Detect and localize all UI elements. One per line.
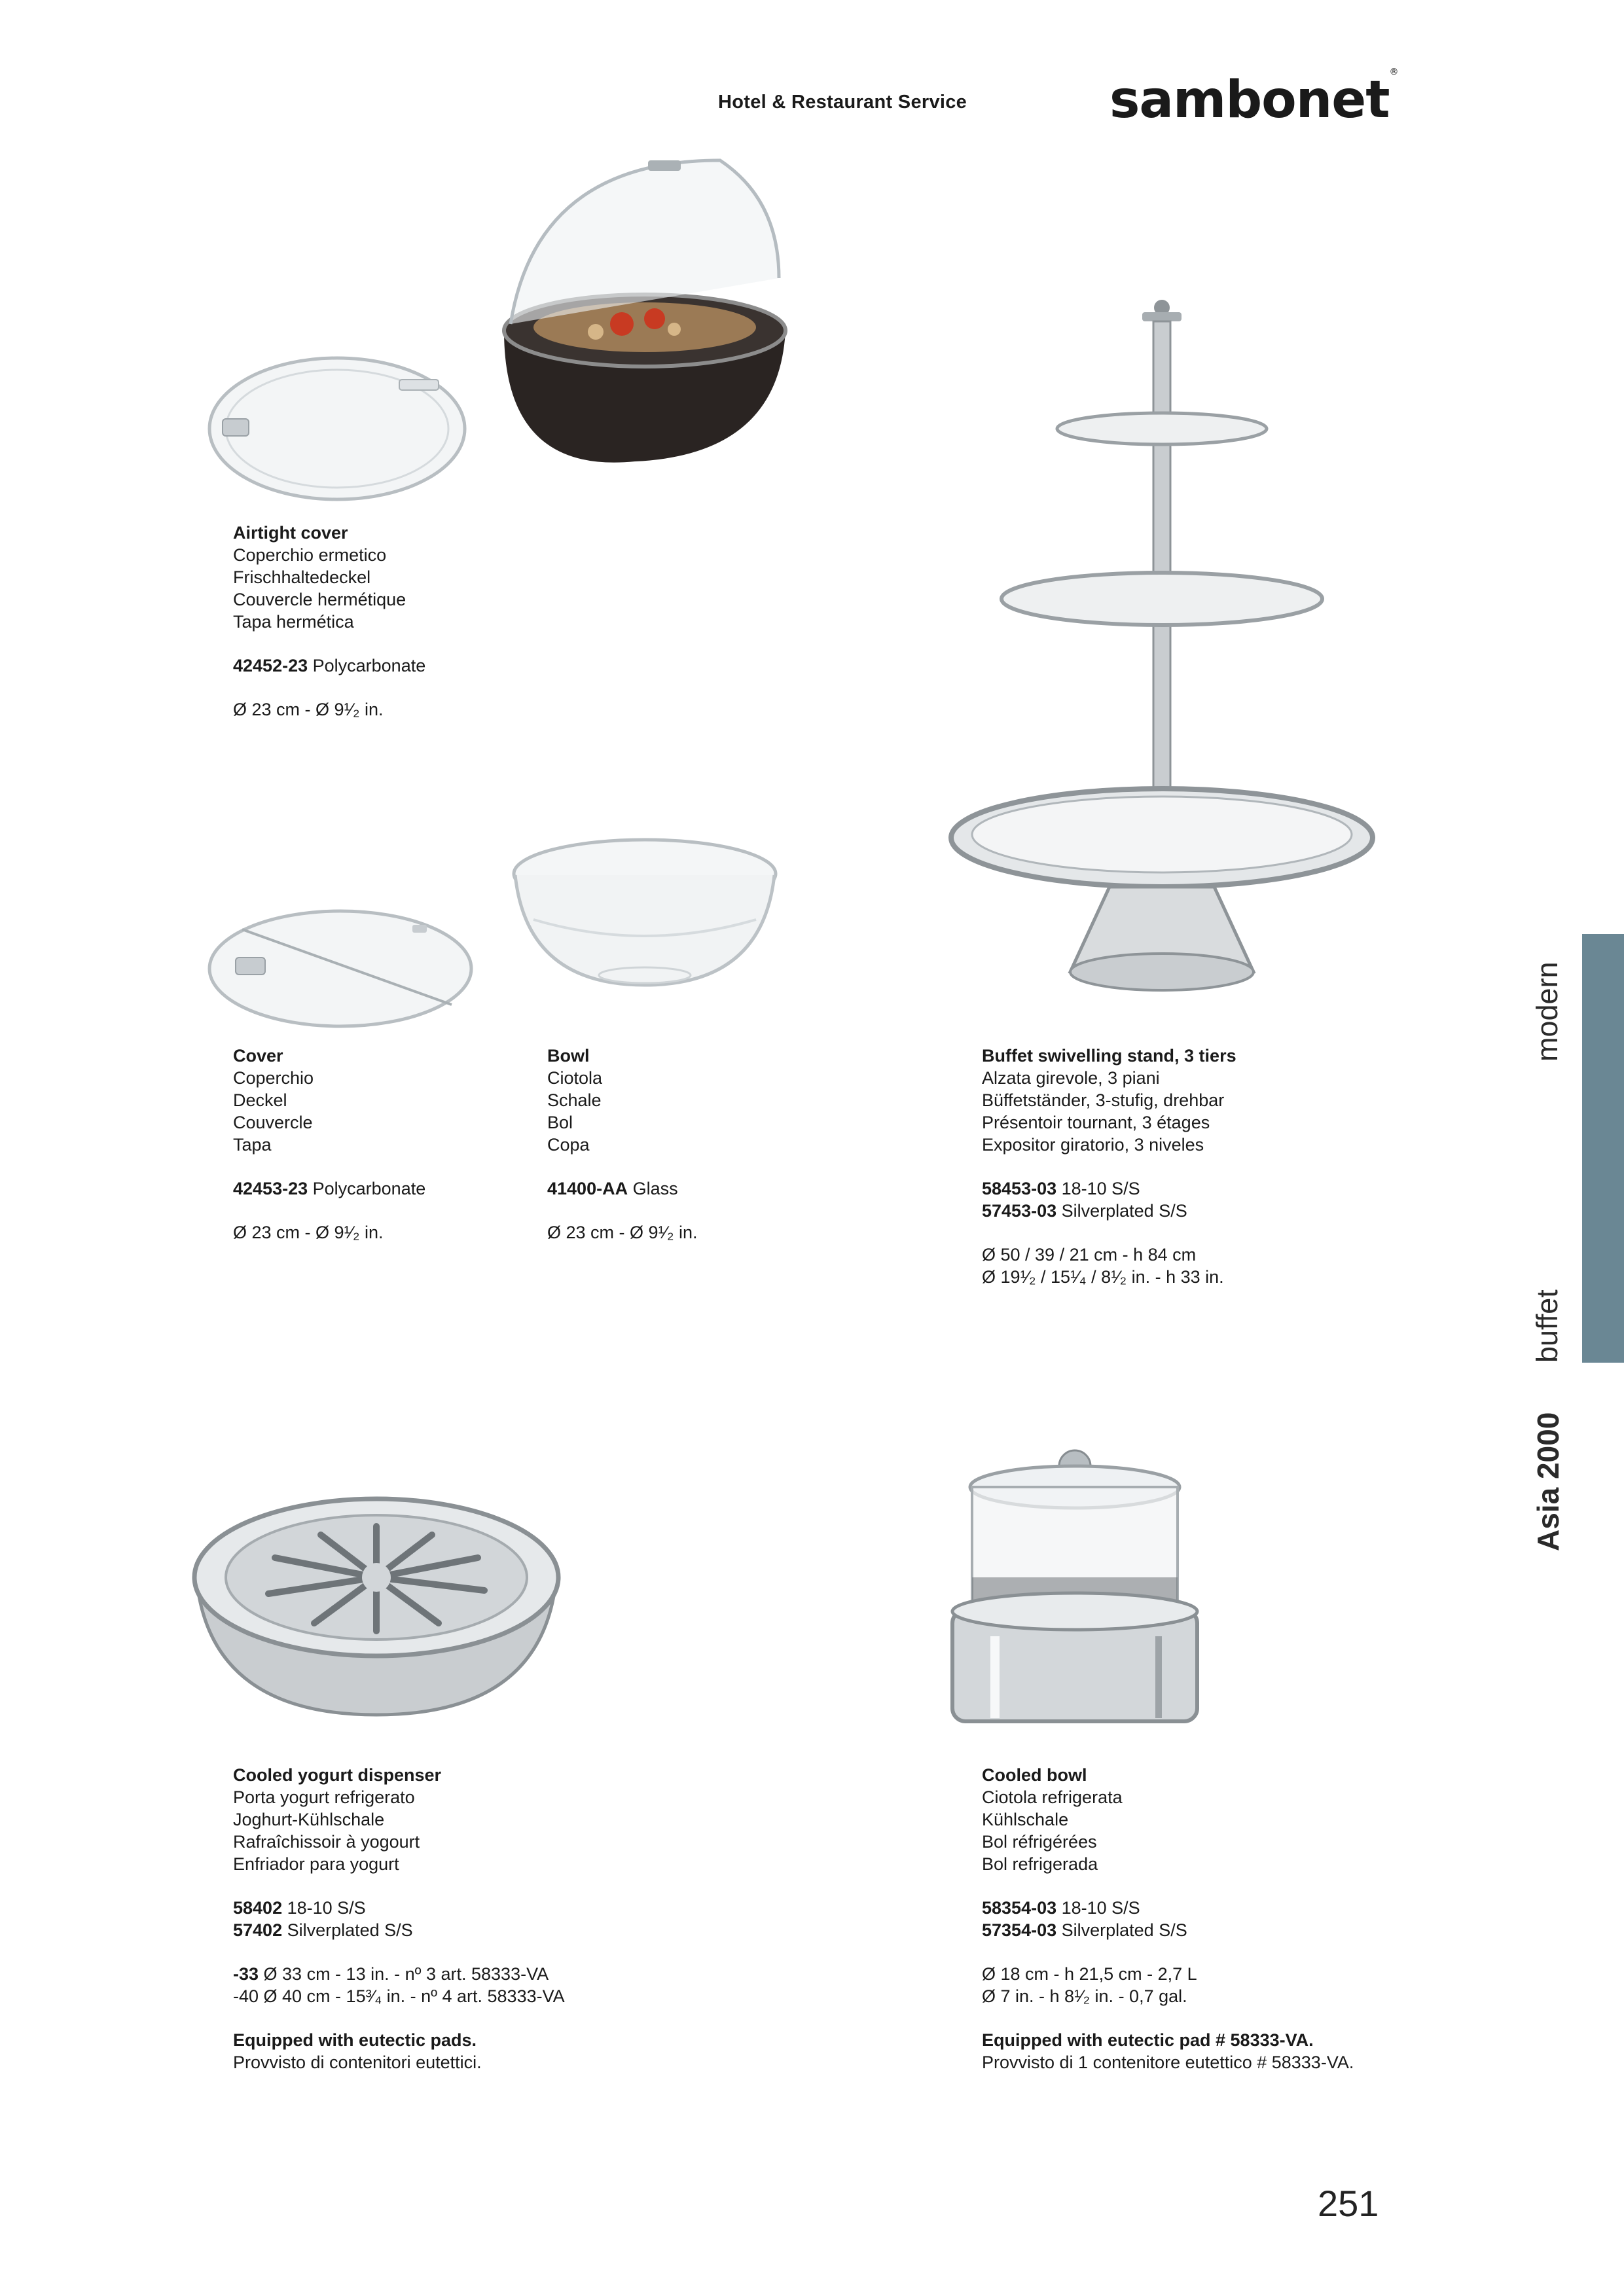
product-material: 18-10 S/S bbox=[1056, 1898, 1140, 1918]
variant-code: -33 bbox=[233, 1964, 259, 1984]
product-name-de: Frischhaltedeckel bbox=[233, 567, 371, 587]
product-name-es: Expositor giratorio, 3 niveles bbox=[982, 1135, 1204, 1155]
cover-image bbox=[203, 906, 484, 1037]
product-name-it: Coperchio bbox=[233, 1068, 314, 1088]
product-code: 58402 bbox=[233, 1898, 283, 1918]
product-name-fr: Couvercle bbox=[233, 1113, 313, 1132]
chafing-bowl-image bbox=[497, 147, 799, 475]
product-code-line bbox=[233, 1897, 565, 1919]
stand-description bbox=[982, 1045, 1236, 1288]
product-note-en: Equipped with eutectic pads. bbox=[233, 2030, 477, 2050]
variant-text: Ø 33 cm - 13 in. - nº 3 art. 58333-VA bbox=[259, 1964, 549, 1984]
product-name-es: Enfriador para yogurt bbox=[233, 1854, 399, 1874]
product-material: Silverplated S/S bbox=[1056, 1201, 1187, 1221]
product-name-en: Cover bbox=[233, 1046, 283, 1066]
product-name-fr: Rafraîchissoir à yogourt bbox=[233, 1832, 420, 1852]
product-name-de: Deckel bbox=[233, 1090, 287, 1110]
product-material: Polycarbonate bbox=[308, 656, 426, 675]
product-size: Ø 19¹⁄₂ / 15¹⁄₄ / 8¹⁄₂ in. - h 33 in. bbox=[982, 1267, 1224, 1287]
section-label-modern: modern bbox=[1530, 961, 1564, 1062]
product-name-fr: Bol bbox=[547, 1113, 573, 1132]
product-name-en: Bowl bbox=[547, 1046, 590, 1066]
swivelling-stand-image bbox=[946, 298, 1378, 998]
section-label-buffet: buffet bbox=[1530, 1289, 1564, 1363]
product-material: 18-10 S/S bbox=[282, 1898, 366, 1918]
cooled-bowl-description bbox=[982, 1764, 1354, 2073]
registered-mark: ® bbox=[1389, 67, 1398, 77]
product-material: 18-10 S/S bbox=[1056, 1179, 1140, 1198]
product-name-es: Tapa hermética bbox=[233, 612, 354, 632]
product-code: 57354-03 bbox=[982, 1920, 1057, 1940]
header-service-text: Hotel & Restaurant Service bbox=[718, 92, 967, 113]
product-code: 42453-23 bbox=[233, 1179, 308, 1198]
cover-description bbox=[233, 1045, 425, 1244]
product-size: Ø 7 in. - h 8¹⁄₂ in. - 0,7 gal. bbox=[982, 1986, 1187, 2006]
product-note-it: Provvisto di contenitori eutettici. bbox=[233, 2053, 482, 2072]
product-size: Ø 23 cm - Ø 9¹⁄₂ in. bbox=[233, 700, 384, 719]
product-code: 57402 bbox=[233, 1920, 283, 1940]
product-material: Silverplated S/S bbox=[282, 1920, 413, 1940]
product-name-es: Bol refrigerada bbox=[982, 1854, 1098, 1874]
product-code-line bbox=[233, 1177, 425, 1200]
product-name-en: Buffet swivelling stand, 3 tiers bbox=[982, 1046, 1236, 1066]
bowl-description bbox=[547, 1045, 698, 1244]
page-number: 251 bbox=[1318, 2183, 1379, 2224]
airtight-cover-image bbox=[203, 353, 478, 511]
section-tab bbox=[1582, 934, 1624, 1363]
yogurt-dispenser-description bbox=[233, 1764, 565, 2073]
product-material: Glass bbox=[628, 1179, 678, 1198]
cooled-bowl-image bbox=[943, 1446, 1204, 1728]
product-name-es: Copa bbox=[547, 1135, 590, 1155]
product-name-de: Schale bbox=[547, 1090, 602, 1110]
product-code-line bbox=[982, 1897, 1354, 1919]
product-code: 58453-03 bbox=[982, 1179, 1057, 1198]
product-name-it: Ciotola refrigerata bbox=[982, 1787, 1123, 1807]
product-name-fr: Bol réfrigérées bbox=[982, 1832, 1097, 1852]
product-material: Polycarbonate bbox=[308, 1179, 426, 1198]
glass-bowl-image bbox=[507, 828, 782, 998]
brand-name: sambonet bbox=[1110, 71, 1390, 130]
product-name-it: Porta yogurt refrigerato bbox=[233, 1787, 415, 1807]
product-code-line bbox=[547, 1177, 698, 1200]
product-code-line bbox=[982, 1200, 1236, 1222]
product-note-it: Provvisto di 1 contenitore eutettico # 58333-VA. bbox=[982, 2053, 1354, 2072]
product-code-line bbox=[982, 1919, 1354, 1941]
product-name-it: Coperchio ermetico bbox=[233, 545, 387, 565]
airtight-cover-description bbox=[233, 522, 425, 721]
product-name-de: Büffetständer, 3-stufig, drehbar bbox=[982, 1090, 1225, 1110]
product-name-de: Kühlschale bbox=[982, 1810, 1069, 1829]
product-name-fr: Couvercle hermétique bbox=[233, 590, 406, 609]
product-code: 58354-03 bbox=[982, 1898, 1057, 1918]
brand-logo bbox=[1110, 67, 1398, 130]
product-name-en: Airtight cover bbox=[233, 523, 348, 543]
product-name-it: Ciotola bbox=[547, 1068, 603, 1088]
product-code: 42452-23 bbox=[233, 656, 308, 675]
product-size: Ø 23 cm - Ø 9¹⁄₂ in. bbox=[547, 1223, 698, 1242]
product-code-line bbox=[982, 1177, 1236, 1200]
product-variant: -40 Ø 40 cm - 15³⁄₄ in. - nº 4 art. 58333-VA bbox=[233, 1986, 565, 2006]
cooled-yogurt-dispenser-image bbox=[190, 1479, 563, 1721]
product-material: Silverplated S/S bbox=[1056, 1920, 1187, 1940]
product-code-line bbox=[233, 1919, 565, 1941]
product-code: 57453-03 bbox=[982, 1201, 1057, 1221]
product-name-it: Alzata girevole, 3 piani bbox=[982, 1068, 1160, 1088]
product-code: 41400-AA bbox=[547, 1179, 628, 1198]
product-variant bbox=[233, 1963, 565, 1985]
product-size: Ø 50 / 39 / 21 cm - h 84 cm bbox=[982, 1245, 1197, 1265]
product-name-en: Cooled bowl bbox=[982, 1765, 1087, 1785]
product-size: Ø 23 cm - Ø 9¹⁄₂ in. bbox=[233, 1223, 384, 1242]
product-name-fr: Présentoir tournant, 3 étages bbox=[982, 1113, 1210, 1132]
product-name-es: Tapa bbox=[233, 1135, 272, 1155]
product-name-de: Joghurt-Kühlschale bbox=[233, 1810, 385, 1829]
product-size: Ø 18 cm - h 21,5 cm - 2,7 L bbox=[982, 1964, 1197, 1984]
product-code-line bbox=[233, 655, 425, 677]
product-name-en: Cooled yogurt dispenser bbox=[233, 1765, 442, 1785]
collection-label: Asia 2000 bbox=[1531, 1412, 1565, 1551]
product-note-en: Equipped with eutectic pad # 58333-VA. bbox=[982, 2030, 1314, 2050]
